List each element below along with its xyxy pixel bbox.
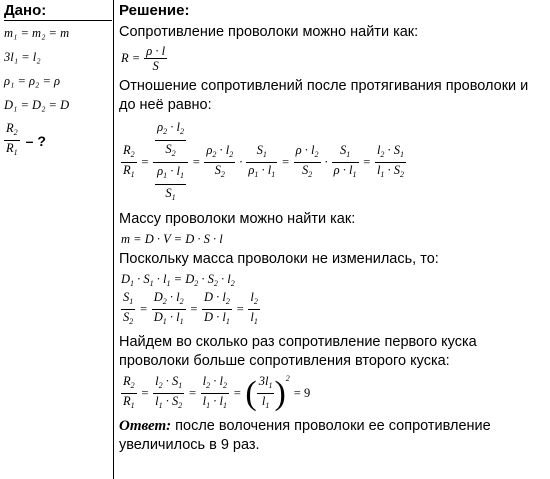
formula-result: $\frac{R_2}{R_1}$ = $\frac{l_2 \cdot S_1}{l_1 \cdot S_2}$ = $\frac{l_2 \cdot l_2}{l_1 \cdot l_1}$ = ( $\frac{3l_1}{l_1}$ ) $^2$ = 9: [123, 374, 311, 412]
text-ratio: Отношение сопротивлений после протягивания проволоки и до неё равно:: [119, 78, 529, 113]
formula-ratio: $\frac{R_2}{R_1}$ = $\frac{\frac{\rho_2 \cdot l_2}{S_2}}{\frac{\rho_1 \cdot l_1}{S_1}}$ = $\frac{\rho_2 \cdot l_2}{S_2}$ · $\frac{S_1}{\rho_1 \cdot l_1}$ = $\frac{\rho \cdot l_2}{S_2}$ · $\frac{S_1}{\rho \cdot l_1}$ = $\frac{l_2 \cdot S_1}{l_1 \cdot S_2}$: [123, 120, 405, 202]
column-divider: [113, 0, 114, 479]
answer: [119, 417, 545, 455]
given-item-3: ρ₁ = ρ₂ = ρ: [4, 74, 61, 88]
answer-text: после волочения проволоки ее сопротивление увеличилось в 9 раз.: [119, 418, 491, 453]
formula-mass-equal: $D_1 \cdot S_1 \cdot l_1 = D_2 \cdot S_2 \cdot l_2$: [121, 272, 235, 288]
given-section: [4, 2, 110, 160]
text-mass: Массу проволоки можно найти как:: [119, 211, 356, 227]
text-compare: Найдем во сколько раз сопротивление первого куска проволоки больше сопротивления второго куска:: [119, 334, 477, 369]
answer-label: Ответ:: [119, 418, 172, 434]
given-unknown: $\frac{R_2}{R_1}$ – ?: [6, 121, 46, 157]
given-heading: Дано:: [4, 2, 47, 19]
solution-section: [119, 2, 545, 455]
formula-mass: m = D · V = D · S · l: [121, 232, 223, 246]
text-mass-unchanged: Поскольку масса проволоки не изменилась, то:: [119, 251, 439, 267]
text-resistance: Сопротивление проволоки можно найти как:: [119, 24, 419, 40]
solution-heading: Решение:: [119, 2, 190, 19]
given-item-1: m₁ = m₂ = m: [4, 26, 70, 40]
formula-area-ratio: $\frac{S_1}{S_2}$ = $\frac{D_2 \cdot l_2}{D_1 \cdot l_1}$ = $\frac{D \cdot l_2}{D \cdot l_1}$ = $\frac{l_2}{l_1}$: [123, 290, 258, 326]
given-item-2: 3l₁ = l₂: [4, 50, 41, 64]
formula-resistance: R = $\frac{\rho \cdot l}{S}$: [121, 44, 166, 73]
result-value: = 9: [293, 386, 311, 400]
given-item-4: D₁ = D₂ = D: [4, 98, 70, 112]
given-question: – ?: [25, 132, 46, 149]
